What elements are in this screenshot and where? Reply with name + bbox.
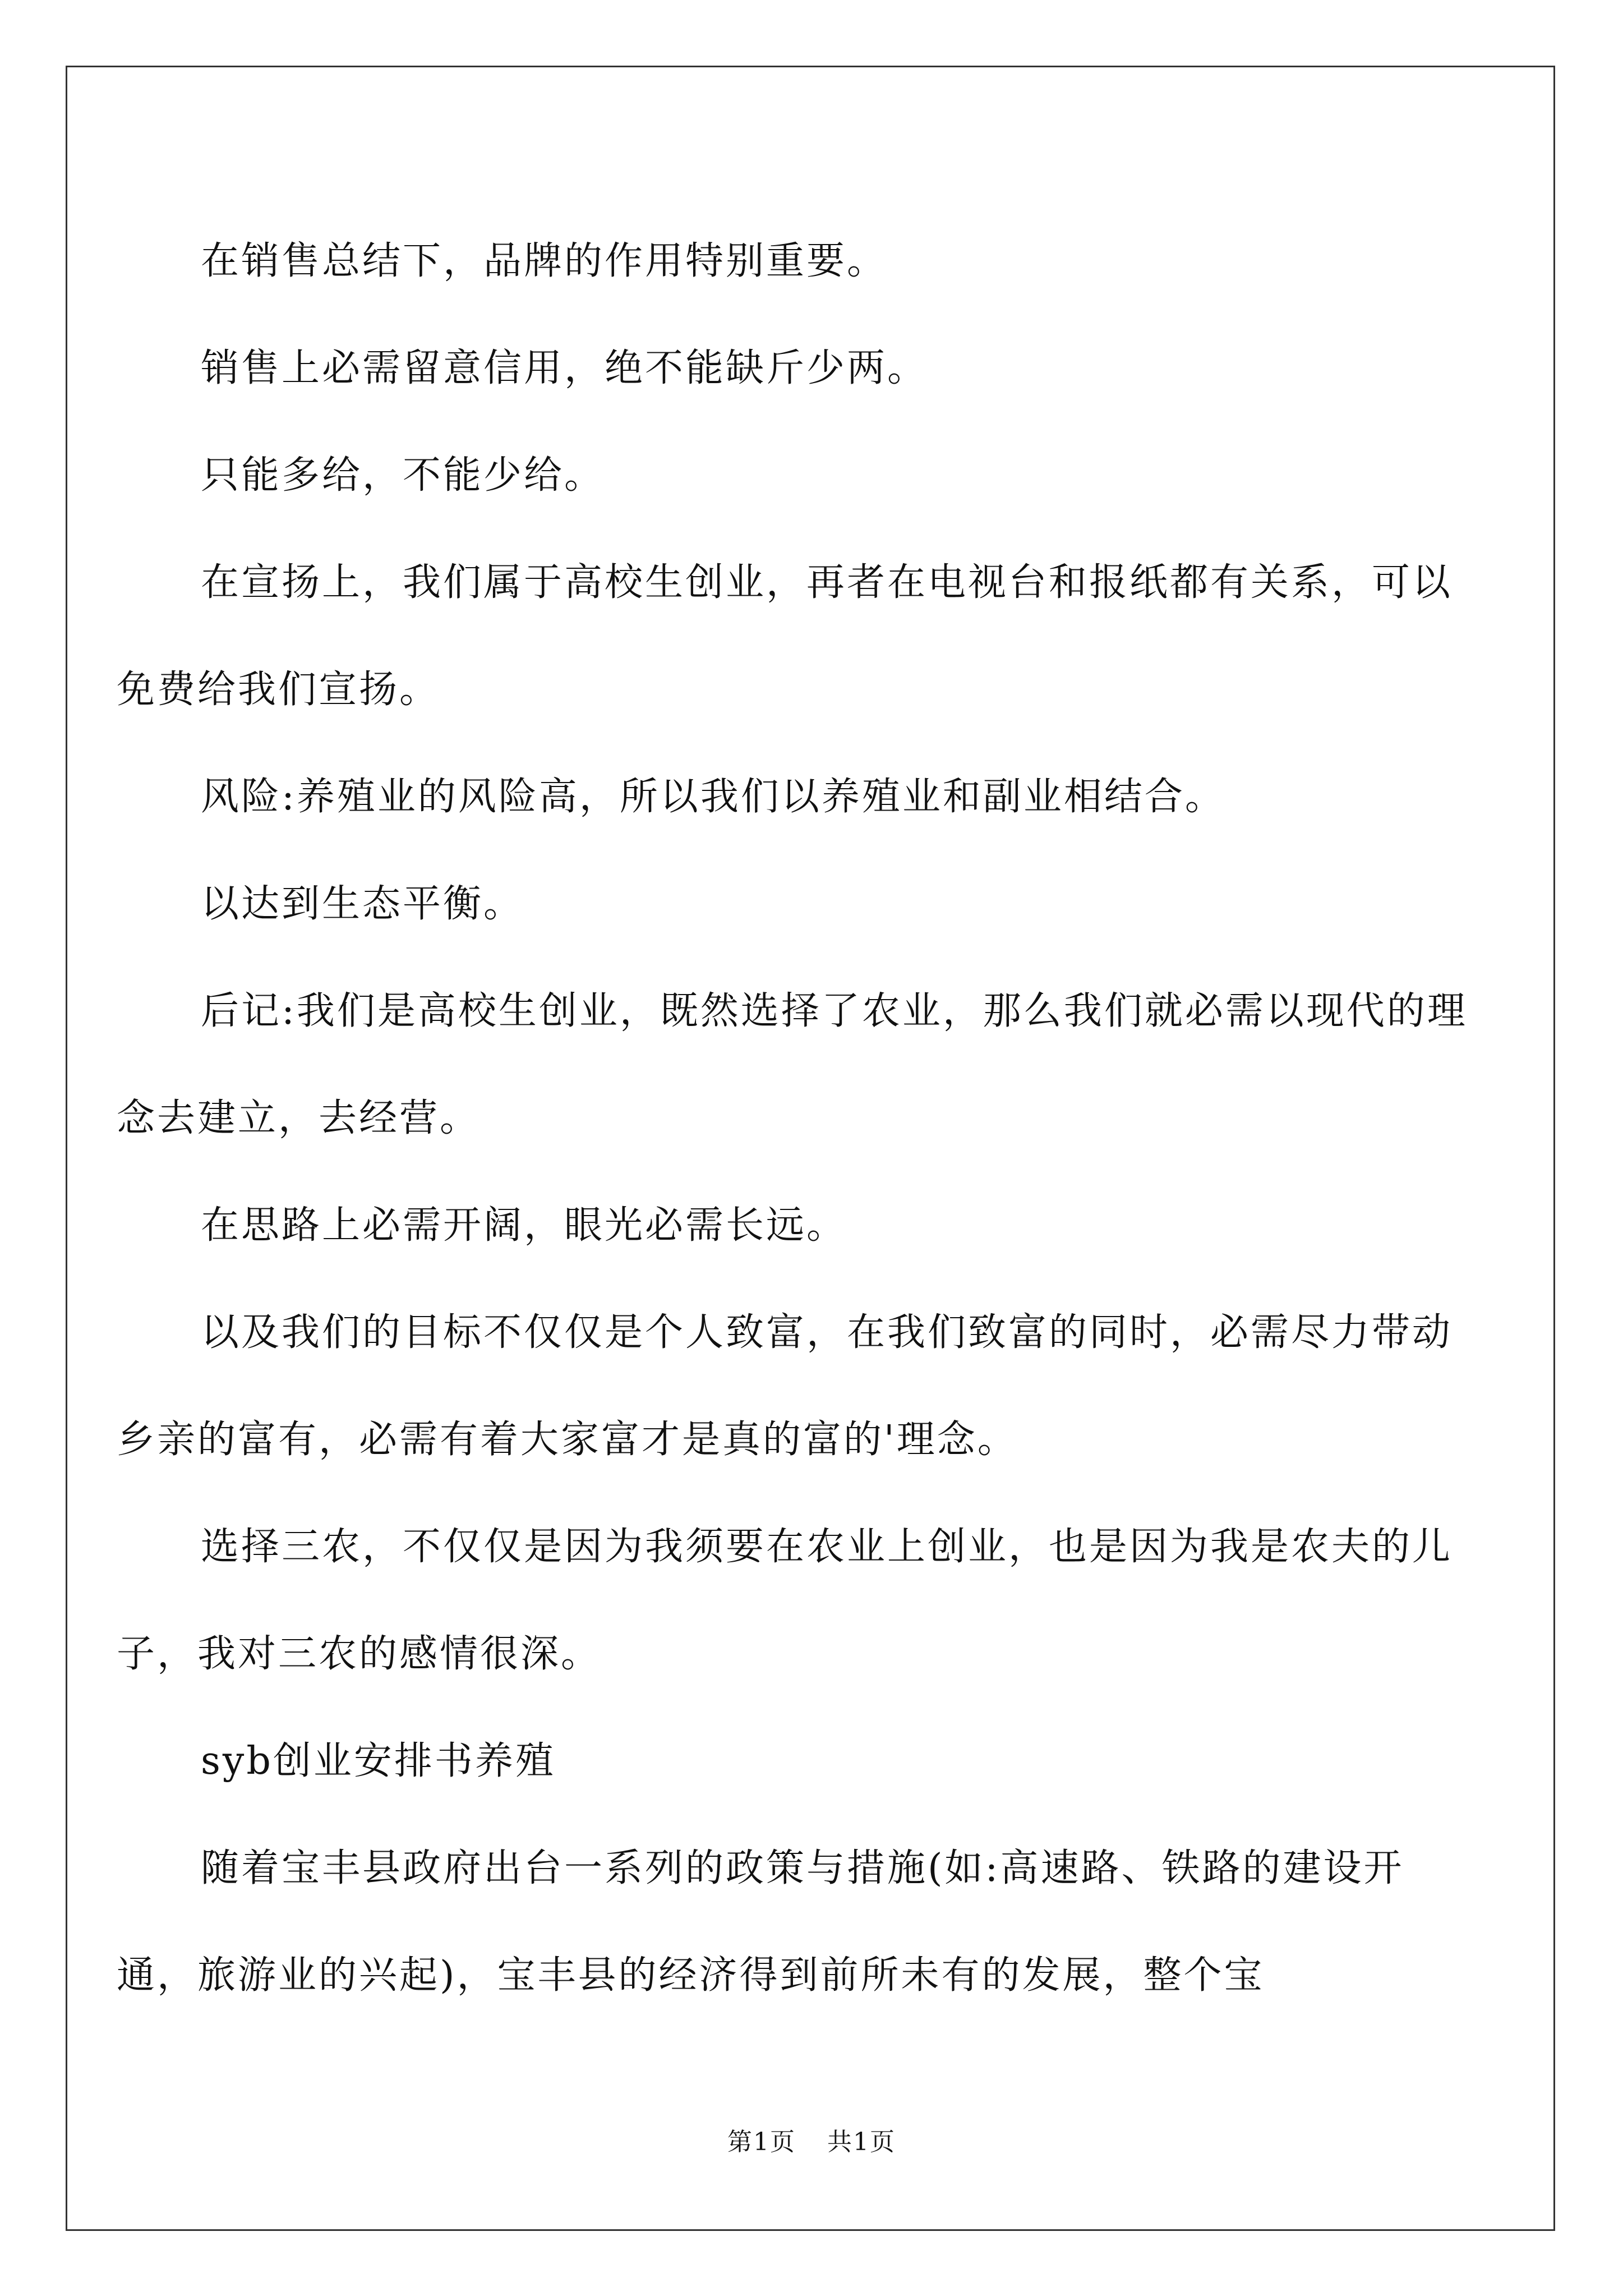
- page-total: 共1页: [827, 2128, 896, 2156]
- paragraph-1: 在销售总结下，品牌的作用特别重要。: [201, 239, 888, 283]
- paragraph-7: 后记:我们是高校生创业，既然选择了农业，那么我们就必需以现代的理念去建立，去经营。: [117, 989, 1468, 1140]
- page-footer: [0, 2122, 1623, 2157]
- paragraph-2: 销售上必需留意信用，绝不能缺斤少两。: [201, 346, 928, 390]
- paragraph-9: 以及我们的目标不仅仅是个人致富，在我们致富的同时，必需尽力带动乡亲的富有，必需有着大家富才是真的富的'理念。: [117, 1310, 1453, 1462]
- section-heading: syb创业安排书养殖: [201, 1739, 556, 1783]
- page-number: 第1页: [727, 2128, 796, 2156]
- paragraph-5: 风险:养殖业的风险高，所以我们以养殖业和副业相结合。: [201, 775, 1225, 819]
- paragraph-3: 只能多给，不能少给。: [201, 453, 605, 498]
- paragraph-8: 在思路上必需开阔，眼光必需长远。: [201, 1203, 847, 1248]
- paragraph-10: 选择三农，不仅仅是因为我须要在农业上创业，也是因为我是农夫的儿子，我对三农的感情很深。: [117, 1525, 1453, 1676]
- document-body: [117, 208, 1479, 2029]
- paragraph-6: 以达到生态平衡。: [201, 882, 524, 926]
- paragraph-4: 在宣扬上，我们属于高校生创业，再者在电视台和报纸都有关系，可以免费给我们宣扬。: [117, 560, 1453, 712]
- paragraph-12: 随着宝丰县政府出台一系列的政策与措施(如:高速路、铁路的建设开通，旅游业的兴起)，宝丰县的经济得到前所未有的发展，整个宝: [117, 1846, 1404, 1998]
